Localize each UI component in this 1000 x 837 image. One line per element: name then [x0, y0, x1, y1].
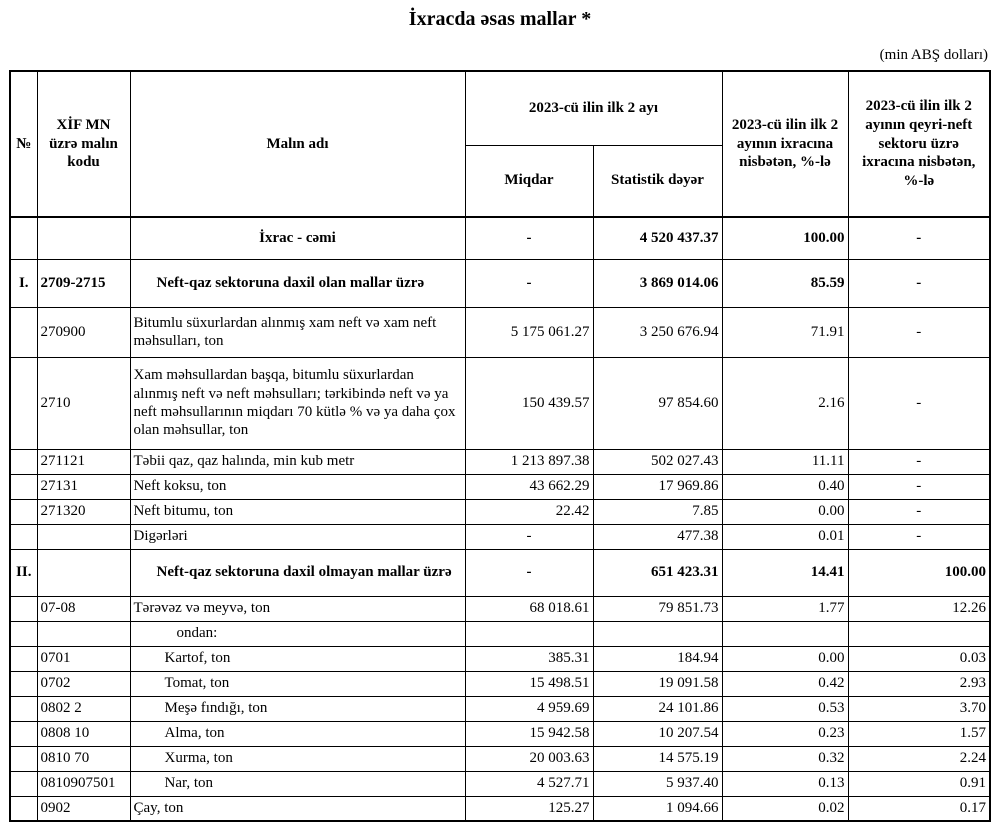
- cell-share-total: 0.32: [722, 746, 848, 771]
- cell-code: 0808 10: [37, 721, 130, 746]
- cell-share-nonoil: 0.17: [848, 796, 990, 821]
- cell-share-nonoil: -: [848, 499, 990, 524]
- cell-no: II.: [10, 549, 37, 596]
- cell-share-total: 1.77: [722, 596, 848, 621]
- cell-stat-value: 97 854.60: [593, 357, 722, 449]
- cell-share-nonoil: -: [848, 259, 990, 307]
- cell-stat-value: [593, 621, 722, 646]
- table-header: [10, 71, 990, 217]
- cell-no: [10, 721, 37, 746]
- cell-stat-value: 651 423.31: [593, 549, 722, 596]
- cell-name: Bitumlu süxurlardan alınmış xam neft və xam neft məhsulları, ton: [130, 307, 465, 357]
- col-header-share-nonoil: 2023-cü ilin ilk 2 ayının qeyri-neft sektoru üzrə ixracına nisbətən, %-lə: [848, 71, 990, 217]
- cell-no: [10, 796, 37, 821]
- cell-quantity: 68 018.61: [465, 596, 593, 621]
- cell-stat-value: 79 851.73: [593, 596, 722, 621]
- col-header-quantity: Miqdar: [465, 145, 593, 217]
- table-row-total: [10, 217, 990, 259]
- cell-share-nonoil: 1.57: [848, 721, 990, 746]
- cell-share-total: 0.40: [722, 474, 848, 499]
- table-row: [10, 357, 990, 449]
- table-row: [10, 621, 990, 646]
- cell-no: [10, 449, 37, 474]
- cell-name: Tərəvəz və meyvə, ton: [130, 596, 465, 621]
- table-body: [10, 217, 990, 821]
- cell-name: Təbii qaz, qaz halında, min kub metr: [130, 449, 465, 474]
- cell-name: Xurma, ton: [130, 746, 465, 771]
- cell-share-total: 2.16: [722, 357, 848, 449]
- table-row: [10, 596, 990, 621]
- cell-code: 07-08: [37, 596, 130, 621]
- cell-share-nonoil: -: [848, 217, 990, 259]
- cell-share-nonoil: -: [848, 449, 990, 474]
- cell-share-total: 0.00: [722, 646, 848, 671]
- cell-name: Alma, ton: [130, 721, 465, 746]
- cell-no: I.: [10, 259, 37, 307]
- cell-code: [37, 524, 130, 549]
- cell-share-total: 0.13: [722, 771, 848, 796]
- cell-stat-value: 7.85: [593, 499, 722, 524]
- cell-share-nonoil: [848, 621, 990, 646]
- cell-quantity: 1 213 897.38: [465, 449, 593, 474]
- cell-share-nonoil: 0.91: [848, 771, 990, 796]
- cell-name: Kartof, ton: [130, 646, 465, 671]
- col-header-period-group: 2023-cü ilin ilk 2 ayı: [465, 71, 722, 145]
- cell-share-total: [722, 621, 848, 646]
- cell-code: [37, 621, 130, 646]
- cell-name: Neft koksu, ton: [130, 474, 465, 499]
- cell-name: Xam məhsullardan başqa, bitumlu süxurlardan alınmış neft və neft məhsulları; tərkibində neft və ya neft məhsullarının miqdarı 70 kütlə % və ya daha çox olan məhsullar, ton: [130, 357, 465, 449]
- cell-code: [37, 549, 130, 596]
- cell-stat-value: 5 937.40: [593, 771, 722, 796]
- cell-code: 0802 2: [37, 696, 130, 721]
- cell-quantity: 15 942.58: [465, 721, 593, 746]
- cell-share-total: 14.41: [722, 549, 848, 596]
- table-row: [10, 696, 990, 721]
- header-row-1: [10, 71, 990, 145]
- cell-no: [10, 596, 37, 621]
- cell-share-total: 100.00: [722, 217, 848, 259]
- cell-stat-value: 3 869 014.06: [593, 259, 722, 307]
- cell-share-nonoil: 12.26: [848, 596, 990, 621]
- cell-name: Neft bitumu, ton: [130, 499, 465, 524]
- cell-code: 0701: [37, 646, 130, 671]
- page-title: İxracda əsas mallar *: [408, 8, 592, 30]
- cell-no: [10, 646, 37, 671]
- cell-quantity: 4 959.69: [465, 696, 593, 721]
- table-row: [10, 524, 990, 549]
- cell-no: [10, 771, 37, 796]
- cell-share-nonoil: -: [848, 474, 990, 499]
- unit-note: (min ABŞ dolları): [879, 47, 988, 63]
- cell-quantity: 15 498.51: [465, 671, 593, 696]
- cell-no: [10, 621, 37, 646]
- cell-name: Tomat, ton: [130, 671, 465, 696]
- cell-no: [10, 217, 37, 259]
- cell-share-total: 0.53: [722, 696, 848, 721]
- cell-stat-value: 10 207.54: [593, 721, 722, 746]
- cell-share-total: 0.00: [722, 499, 848, 524]
- cell-name: ondan:: [130, 621, 465, 646]
- table-row: [10, 449, 990, 474]
- cell-quantity: -: [465, 549, 593, 596]
- cell-share-total: 11.11: [722, 449, 848, 474]
- table-row: [10, 746, 990, 771]
- cell-quantity: 22.42: [465, 499, 593, 524]
- cell-quantity: 150 439.57: [465, 357, 593, 449]
- table-row-section-nonoil: [10, 549, 990, 596]
- cell-share-nonoil: -: [848, 357, 990, 449]
- cell-share-nonoil: 2.93: [848, 671, 990, 696]
- table-row: [10, 499, 990, 524]
- cell-code: 0902: [37, 796, 130, 821]
- cell-no: [10, 696, 37, 721]
- table-row: [10, 771, 990, 796]
- cell-name: Neft-qaz sektoruna daxil olan mallar üzrə: [130, 259, 465, 307]
- col-header-stat-value: Statistik dəyər: [593, 145, 722, 217]
- cell-no: [10, 307, 37, 357]
- table-row: [10, 671, 990, 696]
- table-row: [10, 307, 990, 357]
- cell-share-total: 85.59: [722, 259, 848, 307]
- cell-quantity: -: [465, 259, 593, 307]
- col-header-name: Malın adı: [130, 71, 465, 217]
- cell-share-total: 0.01: [722, 524, 848, 549]
- cell-no: [10, 671, 37, 696]
- cell-stat-value: 184.94: [593, 646, 722, 671]
- cell-stat-value: 4 520 437.37: [593, 217, 722, 259]
- cell-name: Meşə fındığı, ton: [130, 696, 465, 721]
- cell-share-total: 0.42: [722, 671, 848, 696]
- cell-name: Digərləri: [130, 524, 465, 549]
- cell-quantity: -: [465, 524, 593, 549]
- cell-quantity: 5 175 061.27: [465, 307, 593, 357]
- col-header-code: XİF MN üzrə malın kodu: [37, 71, 130, 217]
- cell-no: [10, 474, 37, 499]
- cell-share-total: 71.91: [722, 307, 848, 357]
- cell-name: Neft-qaz sektoruna daxil olmayan mallar üzrə: [130, 549, 465, 596]
- cell-share-nonoil: 3.70: [848, 696, 990, 721]
- cell-share-nonoil: -: [848, 307, 990, 357]
- table-row: [10, 721, 990, 746]
- cell-code: 27131: [37, 474, 130, 499]
- cell-share-nonoil: -: [848, 524, 990, 549]
- cell-share-nonoil: 0.03: [848, 646, 990, 671]
- cell-quantity: 125.27: [465, 796, 593, 821]
- cell-code: 2710: [37, 357, 130, 449]
- cell-code: 270900: [37, 307, 130, 357]
- cell-no: [10, 524, 37, 549]
- table-row: [10, 474, 990, 499]
- export-table: [9, 70, 991, 822]
- cell-quantity: 20 003.63: [465, 746, 593, 771]
- col-header-share-total: 2023-cü ilin ilk 2 ayının ixracına nisbətən, %-lə: [722, 71, 848, 217]
- cell-code: 271320: [37, 499, 130, 524]
- cell-no: [10, 357, 37, 449]
- cell-share-total: 0.02: [722, 796, 848, 821]
- cell-code: 271121: [37, 449, 130, 474]
- cell-stat-value: 24 101.86: [593, 696, 722, 721]
- cell-quantity: 43 662.29: [465, 474, 593, 499]
- cell-no: [10, 746, 37, 771]
- cell-quantity: 4 527.71: [465, 771, 593, 796]
- table-row: [10, 796, 990, 821]
- cell-stat-value: 19 091.58: [593, 671, 722, 696]
- cell-name: Nar, ton: [130, 771, 465, 796]
- cell-code: 0810907501: [37, 771, 130, 796]
- cell-stat-value: 17 969.86: [593, 474, 722, 499]
- cell-code: 0810 70: [37, 746, 130, 771]
- cell-stat-value: 1 094.66: [593, 796, 722, 821]
- cell-stat-value: 3 250 676.94: [593, 307, 722, 357]
- cell-stat-value: 502 027.43: [593, 449, 722, 474]
- cell-name: İxrac - cəmi: [130, 217, 465, 259]
- cell-share-nonoil: 2.24: [848, 746, 990, 771]
- cell-code: 2709-2715: [37, 259, 130, 307]
- cell-quantity: 385.31: [465, 646, 593, 671]
- col-header-no: №: [10, 71, 37, 217]
- cell-stat-value: 14 575.19: [593, 746, 722, 771]
- cell-stat-value: 477.38: [593, 524, 722, 549]
- cell-name: Çay, ton: [130, 796, 465, 821]
- cell-quantity: -: [465, 217, 593, 259]
- cell-quantity: [465, 621, 593, 646]
- cell-code: 0702: [37, 671, 130, 696]
- cell-share-nonoil: 100.00: [848, 549, 990, 596]
- cell-no: [10, 499, 37, 524]
- table-row-section-oil: [10, 259, 990, 307]
- table-row: [10, 646, 990, 671]
- cell-share-total: 0.23: [722, 721, 848, 746]
- cell-code: [37, 217, 130, 259]
